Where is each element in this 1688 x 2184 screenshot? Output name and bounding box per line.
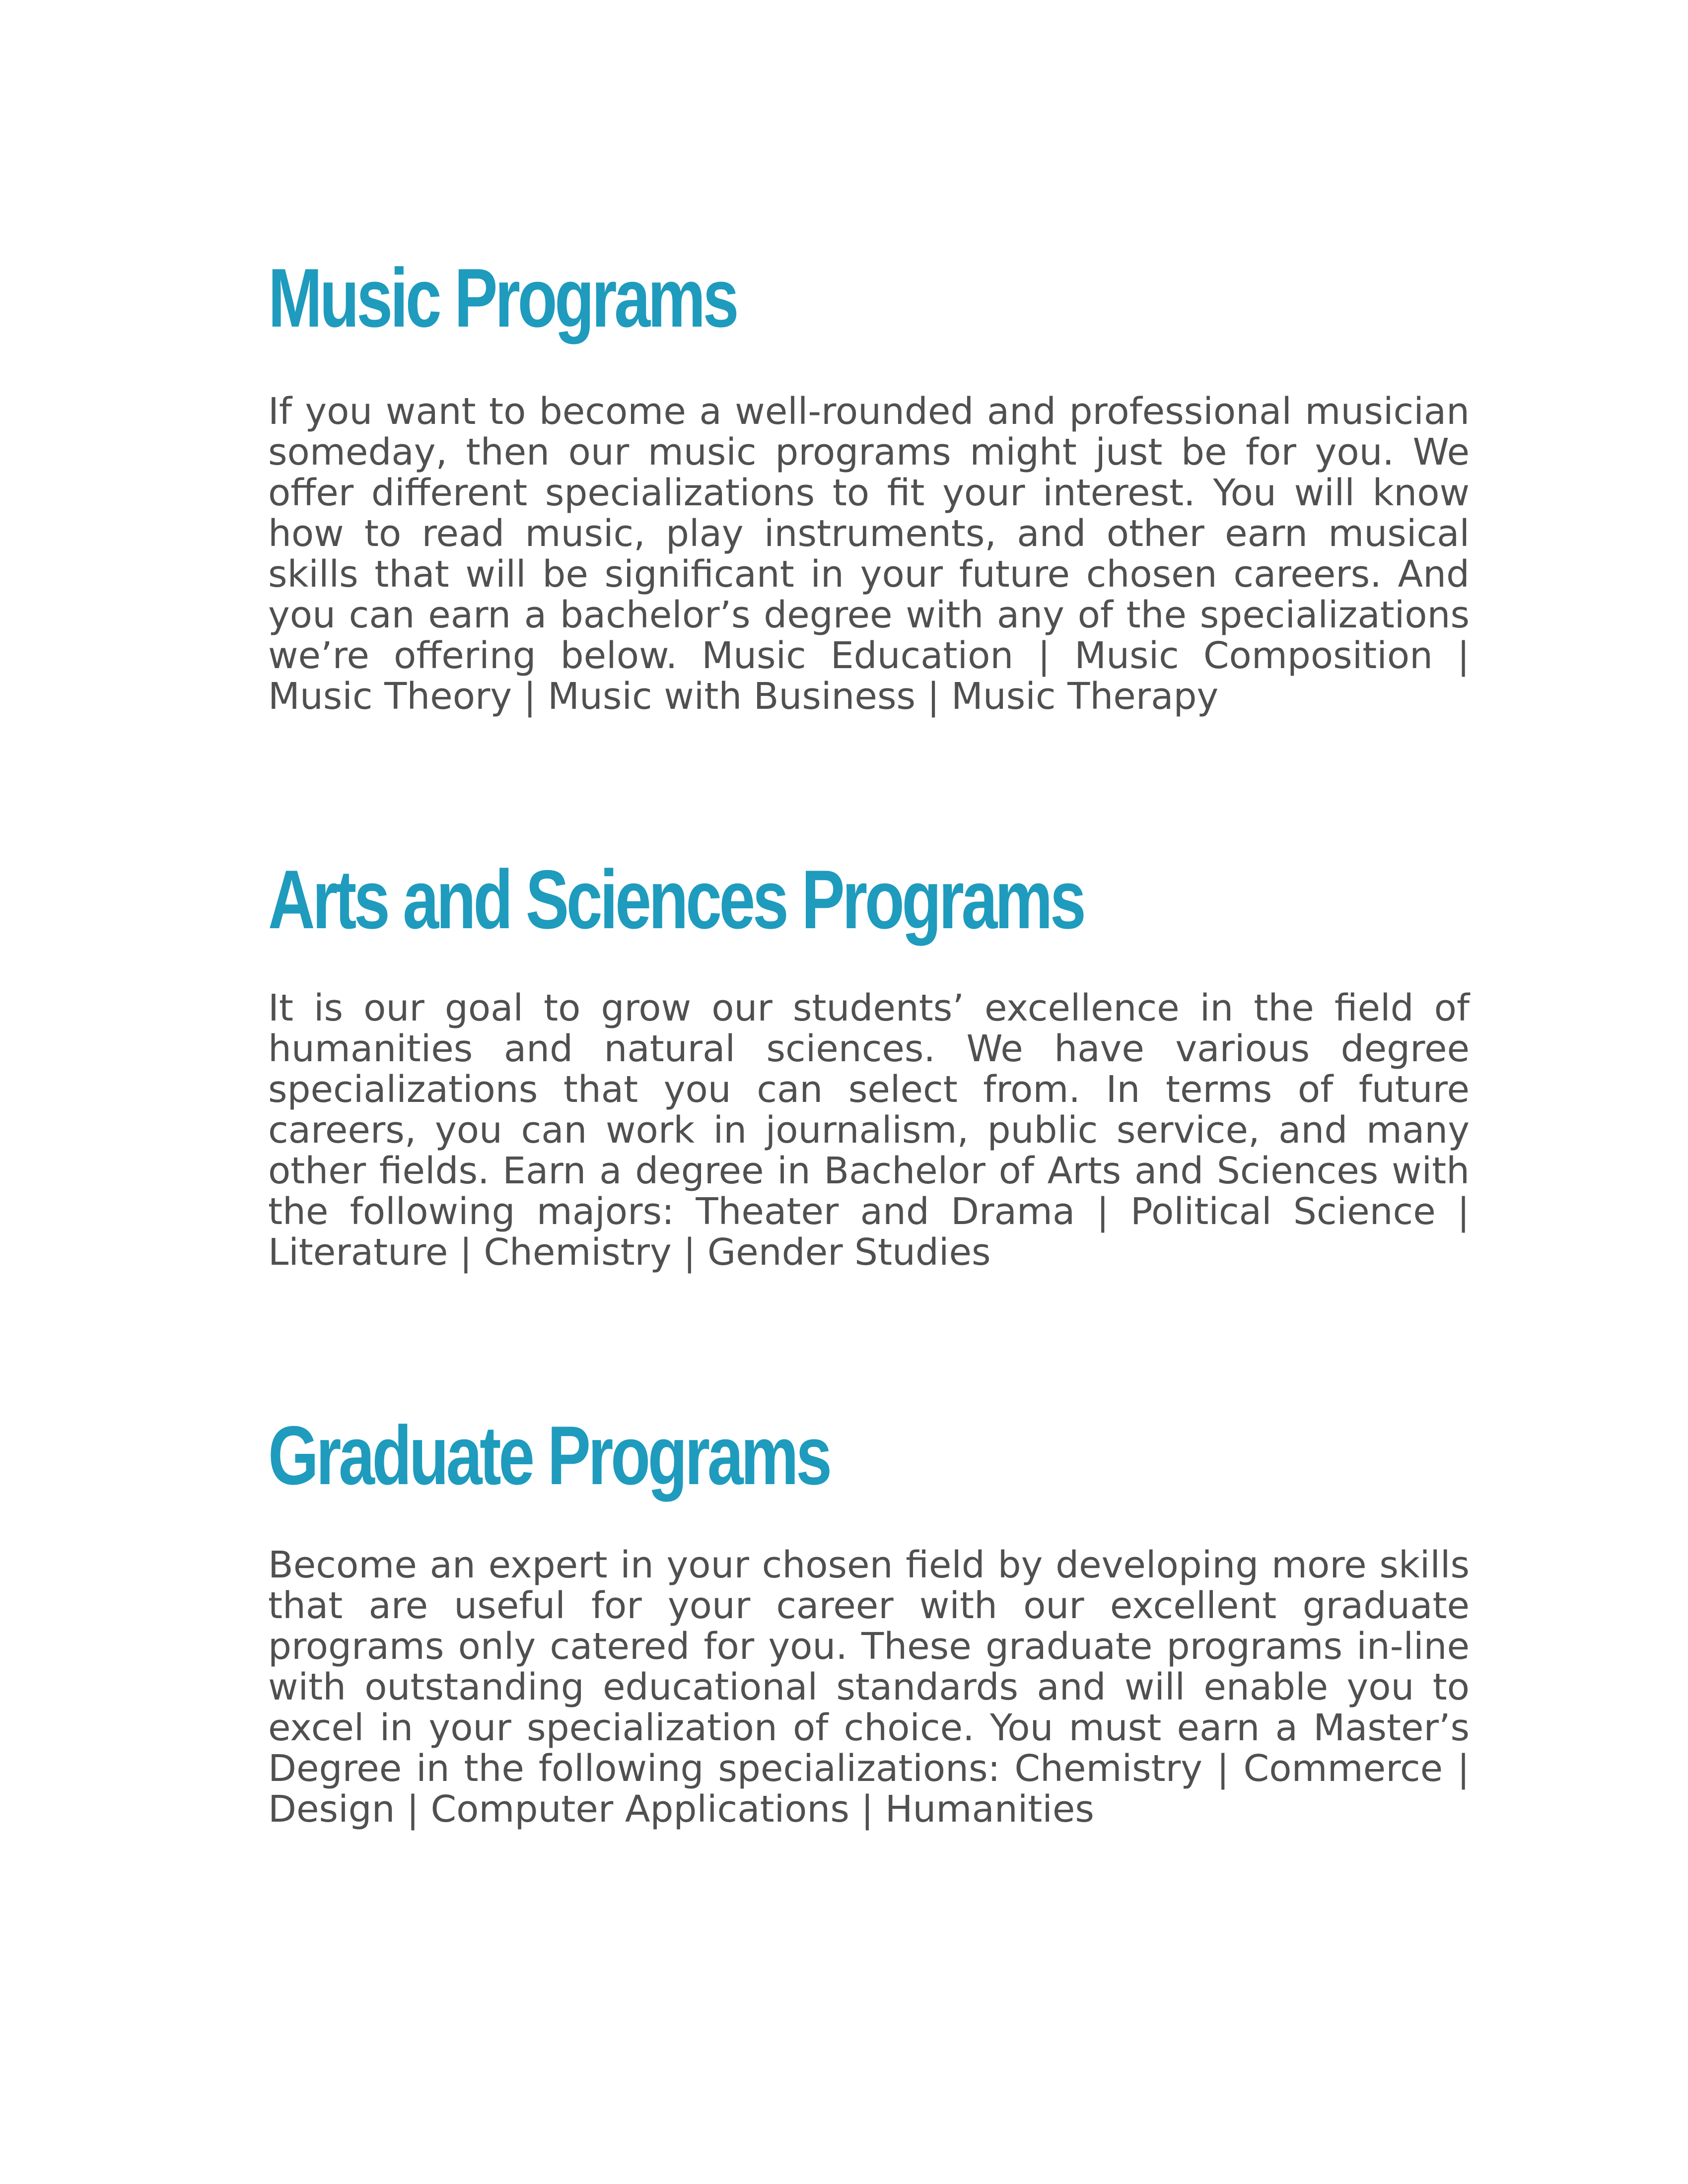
graduate-programs-description: Become an expert in your chosen field by developing more skills that are useful for your career with our excellent graduate programs only catered for you. These graduate programs in-line with outstanding educational standards and will enable you to excel in your specialization of choice. You must earn a Master’s Degree in the following specializations: Chemistry | Commerce | Design | Computer Applications | Humanities <box>268 1544 1470 1831</box>
graduate-programs-section <box>268 1406 1470 1830</box>
music-programs-heading: Music Programs <box>268 251 737 344</box>
graduate-programs-heading: Graduate Programs <box>268 1409 830 1502</box>
music-programs-section <box>268 248 1470 717</box>
arts-sciences-programs-section <box>268 850 1470 1273</box>
arts-sciences-programs-heading: Arts and Sciences Programs <box>268 853 1084 946</box>
music-programs-description: If you want to become a well-rounded and professional musician someday, then our music programs might just be for you. We offer different specializations to fit your interest. You will know how to read music, play instruments, and other earn musical skills that will be significant in your future chosen careers. And you can earn a bachelor’s degree with any of the specializations we’re offering below. Music Education | Music Composition | Music Theory | Music with Business | Music Therapy <box>268 390 1470 718</box>
arts-sciences-programs-description: It is our goal to grow our students’ excellence in the field of humanities and natural sciences. We have various degree specializations that you can select from. In terms of future careers, you can work in journalism, public service, and many other fields. Earn a degree in Bachelor of Arts and Sciences with the following majors: Theater and Drama | Political Science | Literature | Chemistry | Gender Studies <box>268 987 1470 1274</box>
